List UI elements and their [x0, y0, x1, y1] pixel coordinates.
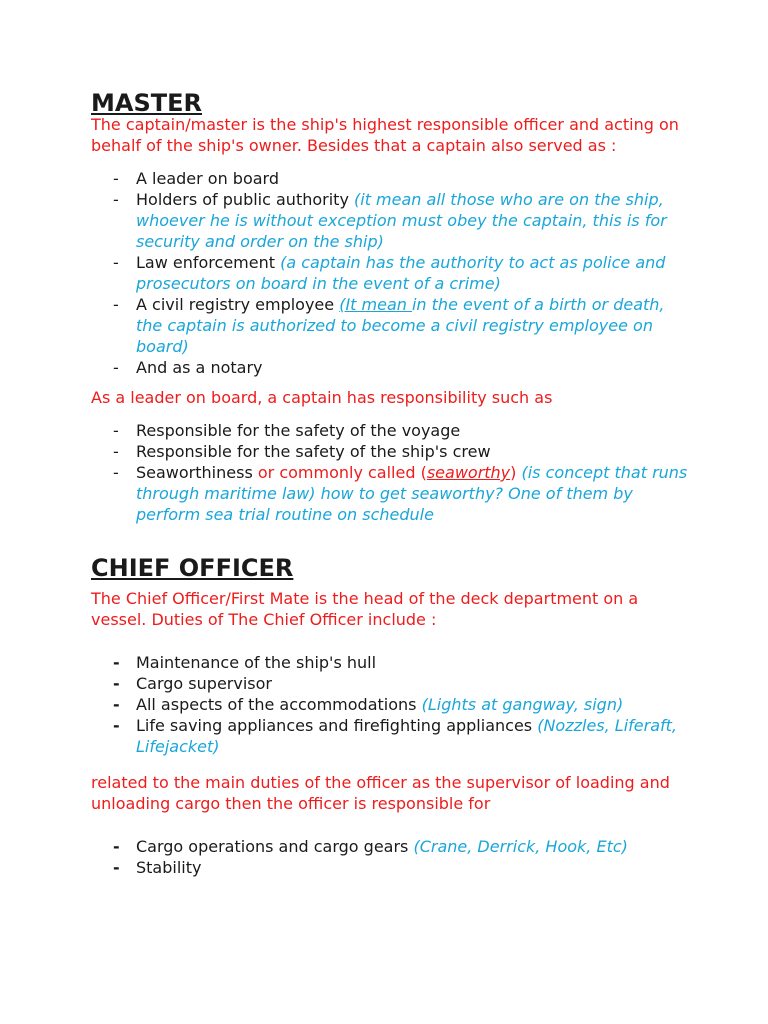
responsibility-text: Seaworthiness — [136, 463, 258, 482]
list-item — [91, 168, 691, 189]
role-text: Law enforcement — [136, 253, 281, 272]
list-item — [91, 462, 691, 525]
role-note: in the event of a birth or death, the captain is authorized to become a civil registry employee on board) — [136, 295, 665, 356]
list-item — [91, 836, 691, 857]
loading-text: Stability — [136, 858, 202, 877]
duty-note: (Nozzles, Liferaft, Lifejacket) — [136, 716, 678, 756]
responsibility-text: Responsible for the safety of the ship's crew — [136, 442, 491, 461]
duty-text: Life saving appliances and firefighting appliances — [136, 716, 538, 735]
duty-text: All aspects of the accommodations — [136, 695, 422, 714]
loading-intro: related to the main duties of the officer as the supervisor of loading and unloading cargo then the officer is responsible for — [91, 773, 670, 813]
role-note: (it mean all those who are on the ship, whoever he is without exception must obey the captain, this is for security and order on the ship) — [136, 190, 667, 251]
loading-list — [91, 836, 691, 878]
master-heading: MASTER — [91, 89, 202, 117]
list-item — [91, 857, 691, 878]
list-item — [91, 673, 691, 694]
list-item — [91, 441, 691, 462]
duty-text: Maintenance of the ship's hull — [136, 653, 377, 672]
list-item — [91, 420, 691, 441]
duty-text: Cargo supervisor — [136, 674, 272, 693]
list-item — [91, 189, 691, 252]
document-page — [91, 89, 691, 878]
master-roles-list — [91, 168, 691, 378]
responsibility-red-underlined: seaworthy — [426, 463, 511, 482]
list-item — [91, 357, 691, 378]
role-text: A civil registry employee — [136, 295, 340, 314]
chief-officer-intro: The Chief Officer/First Mate is the head of the deck department on a vessel. Duties of The Chief Officer include : — [91, 589, 639, 629]
chief-officer-duties-list — [91, 652, 691, 757]
role-note-underlined: (It mean — [339, 295, 412, 314]
role-text: A leader on board — [136, 169, 280, 188]
role-text: And as a notary — [136, 358, 263, 377]
role-note: (a captain has the authority to act as police and prosecutors on board in the event of a crime) — [136, 253, 666, 293]
list-item — [91, 715, 691, 757]
responsibility-note: (is concept that runs through maritime law) how to get seaworthy? One of them by perform sea trial routine on schedule — [136, 463, 688, 524]
list-item — [91, 694, 691, 715]
list-item — [91, 252, 691, 294]
duty-note: (Lights at gangway, sign) — [421, 695, 624, 714]
responsibility-red-text: or commonly called ( — [257, 463, 427, 482]
chief-officer-heading: CHIEF OFFICER — [91, 554, 294, 582]
role-text: Holders of public authority — [136, 190, 354, 209]
responsibility-text: Responsible for the safety of the voyage — [136, 421, 461, 440]
list-item — [91, 294, 691, 357]
list-item — [91, 652, 691, 673]
loading-note: (Crane, Derrick, Hook, Etc) — [413, 837, 628, 856]
responsibility-red-close: ) — [510, 463, 517, 482]
master-responsibilities-list — [91, 420, 691, 525]
loading-text: Cargo operations and cargo gears — [136, 837, 414, 856]
master-responsibility-intro: As a leader on board, a captain has responsibility such as — [91, 388, 553, 407]
master-intro: The captain/master is the ship's highest responsible officer and acting on behalf of the ship's owner. Besides that a captain also served as : — [91, 115, 679, 155]
